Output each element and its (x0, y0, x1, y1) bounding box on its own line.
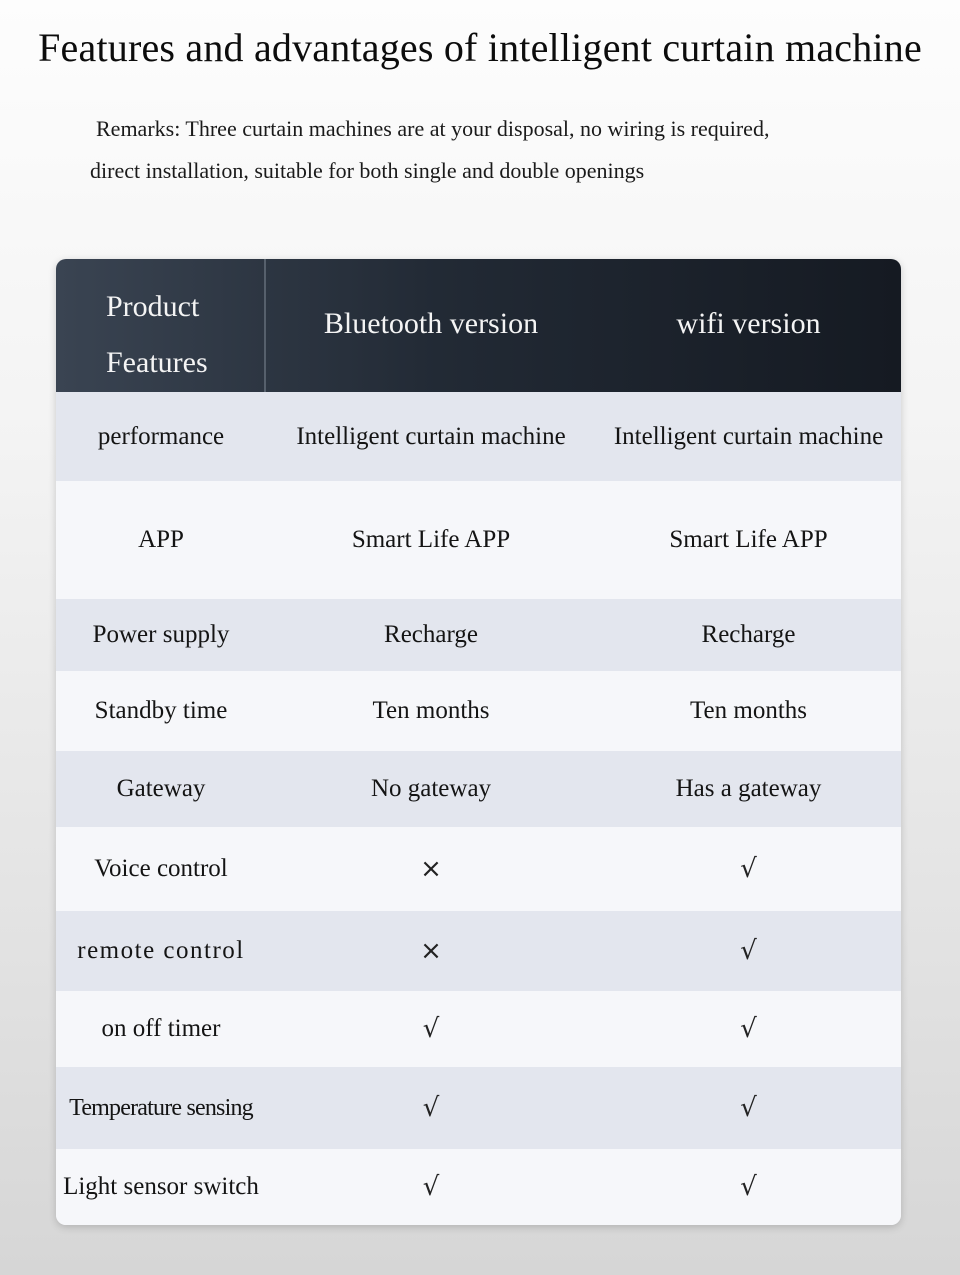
comparison-table (56, 259, 901, 1225)
page-title: Features and advantages of intelligent curtain machine (38, 25, 922, 70)
bluetooth-cell: Smart Life APP (351, 526, 511, 553)
table-row (56, 1149, 901, 1225)
table-row (56, 911, 901, 991)
feature-cell: Power supply (92, 621, 230, 648)
table-row (56, 991, 901, 1067)
table-header (56, 259, 901, 392)
check-icon: √ (740, 936, 757, 966)
header-features-line-2: Features (106, 346, 208, 379)
remarks (90, 108, 890, 192)
wifi-cell: Has a gateway (675, 775, 822, 802)
feature-cell: Temperature sensing (69, 1094, 253, 1121)
wifi-cell: Ten months (690, 697, 807, 724)
feature-cell: performance (97, 422, 225, 450)
remarks-line-2: direct installation, suitable for both single and double openings (90, 158, 645, 183)
cross-icon: × (420, 854, 442, 884)
table-row (56, 1067, 901, 1149)
table-row (56, 751, 901, 827)
header-product-features (106, 279, 208, 391)
bluetooth-cell: Intelligent curtain machine (296, 422, 566, 450)
table-row (56, 392, 901, 481)
feature-cell: remote control (77, 937, 245, 964)
feature-cell: Standby time (94, 697, 228, 724)
header-wifi-version: wifi version (676, 307, 821, 340)
check-icon: √ (422, 1093, 440, 1123)
check-icon: √ (422, 1172, 440, 1202)
check-icon: √ (740, 1014, 757, 1044)
header-bluetooth-version: Bluetooth version (323, 307, 539, 340)
check-icon: √ (740, 1093, 757, 1123)
check-icon: √ (740, 854, 757, 884)
feature-cell: on off timer (101, 1015, 221, 1042)
bluetooth-cell: Recharge (384, 621, 478, 648)
table-row (56, 481, 901, 599)
feature-cell: APP (138, 526, 184, 553)
wifi-cell: Smart Life APP (669, 526, 828, 553)
check-icon: √ (422, 1014, 440, 1044)
feature-cell: Gateway (116, 775, 206, 802)
table-row (56, 827, 901, 911)
feature-cell: Light sensor switch (63, 1173, 259, 1200)
check-icon: √ (740, 1172, 757, 1202)
wifi-cell: Intelligent curtain machine (613, 422, 884, 450)
table-row (56, 671, 901, 751)
remarks-line-1: Remarks: Three curtain machines are at your disposal, no wiring is required, (96, 116, 770, 141)
feature-cell: Voice control (94, 855, 228, 882)
bluetooth-cell: No gateway (370, 775, 492, 802)
cross-icon: × (420, 936, 442, 966)
table-row (56, 599, 901, 671)
wifi-cell: Recharge (701, 621, 796, 648)
bluetooth-cell: Ten months (372, 697, 490, 724)
header-features-line-1: Product (106, 290, 200, 323)
